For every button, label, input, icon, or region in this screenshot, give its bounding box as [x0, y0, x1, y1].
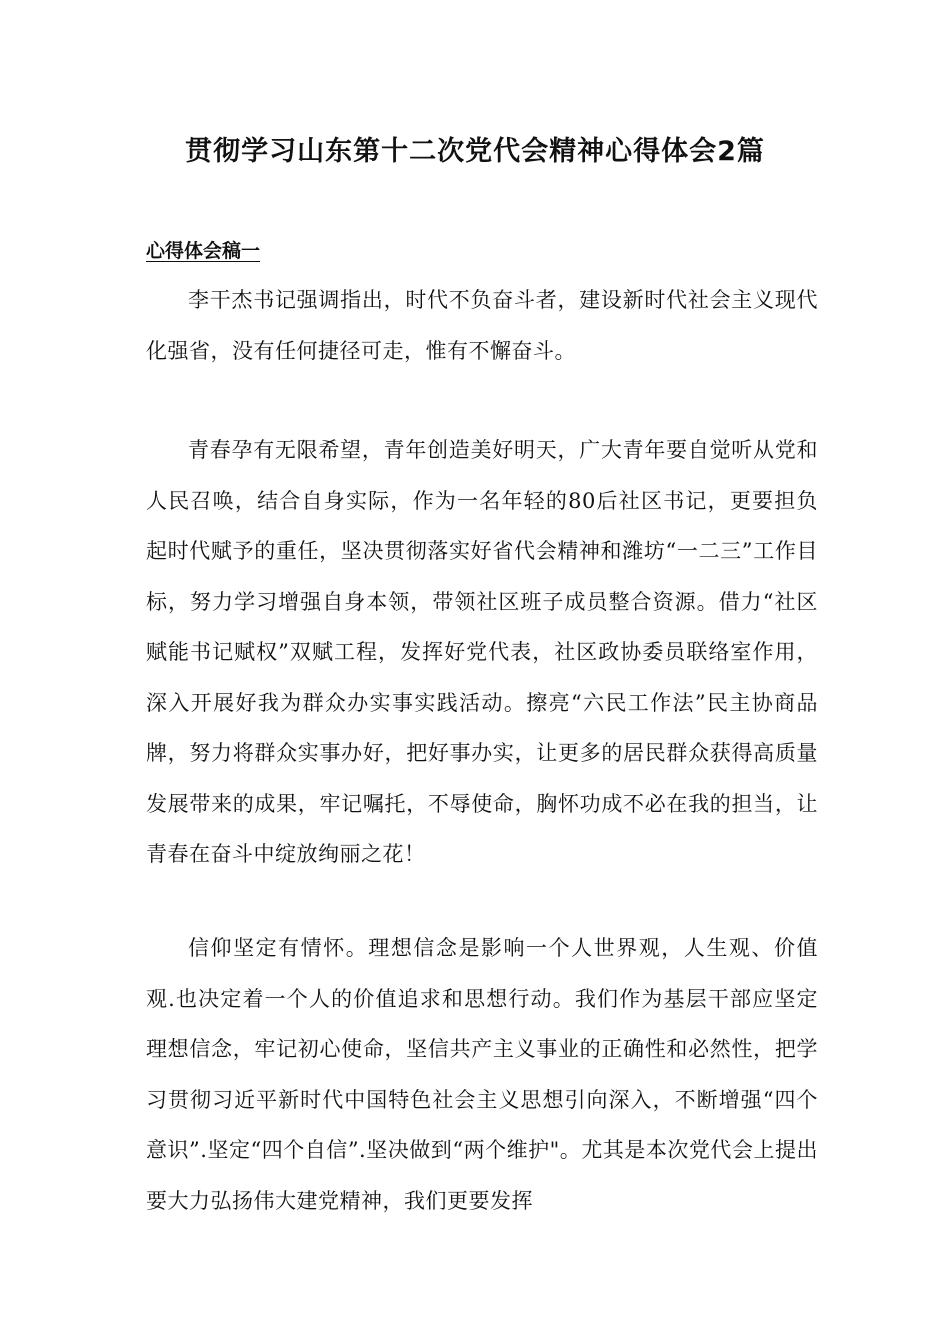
section-heading: 心得体会稿一: [146, 240, 261, 262]
document-title: 贯彻学习山东第十二次党代会精神心得体会2篇: [185, 136, 765, 167]
paragraph-3: 信仰坚定有情怀。理想信念是影响一个人世界观，人生观、价值观.也决定着一个人的价值追求和思想行动。我们作为基层干部应坚定理想信念，牢记初心使命，坚信共产主义事业的正确性和必然性，把学习贯彻习近平新时代中国特色社会主义思想引向深入，不断增强“四个意识”.坚定“四个自信”.坚决做到“两个维护"。尤其是本次党代会上提出要大力弘扬伟大建党精神，我们更要发挥: [146, 936, 818, 1213]
paragraph-1: 李干杰书记强调指出，时代不负奋斗者，建设新时代社会主义现代化强省，没有任何捷径可走，惟有不懈奋斗。: [146, 288, 818, 363]
paragraph-2: 青春孕有无限希望，青年创造美好明天，广大青年要自觉听从党和人民召唤，结合自身实际，作为一名年轻的80后社区书记，更要担负起时代赋予的重任，坚决贯彻落实好省代会精神和潍坊“一二三”工作目标，努力学习增强自身本领，带领社区班子成员整合资源。借力“社区赋能书记赋权”双赋工程，发挥好党代表，社区政协委员联络室作用，深入开展好我为群众办实事实践活动。擦亮“六民工作法”民主协商品牌，努力将群众实事办好，把好事办实，让更多的居民群众获得高质量发展带来的成果，牢记嘱托，不辱使命，胸怀功成不必在我的担当，让青春在奋斗中绽放绚丽之花！: [146, 438, 818, 866]
